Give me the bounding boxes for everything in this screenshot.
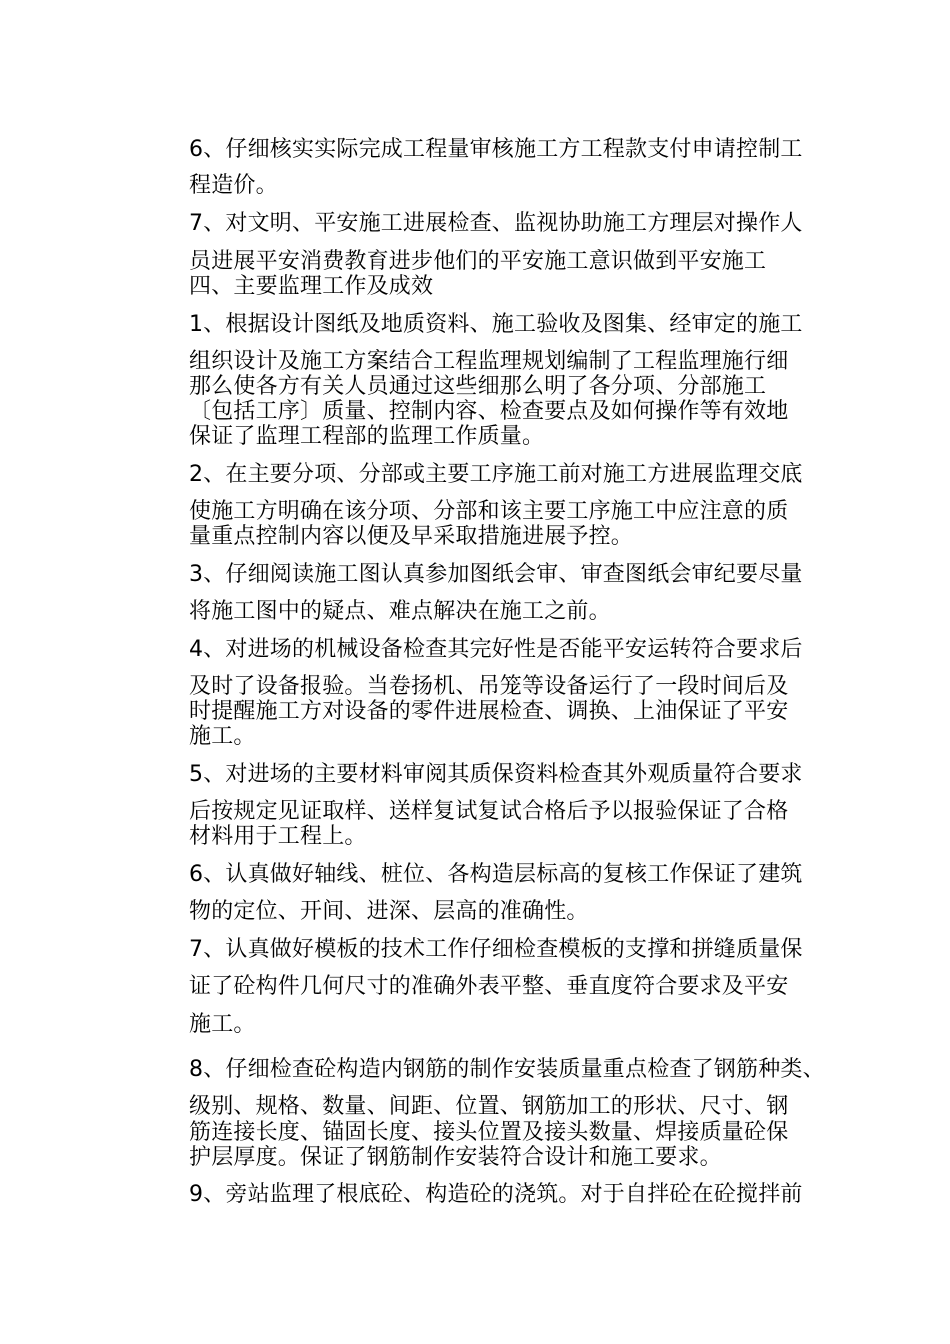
text-line: 程造价。 <box>189 173 278 198</box>
text-line: 7、认真做好模板的技术工作仔细检查模板的支撑和拼缝质量保 <box>189 937 803 962</box>
text-line: 1、根据设计图纸及地质资料、施工验收及图集、经审定的施工 <box>189 312 803 337</box>
text-line: 6、认真做好轴线、桩位、各构造层标高的复核工作保证了建筑 <box>189 862 803 887</box>
text-line: 护层厚度。保证了钢筋制作安装符合设计和施工要求。 <box>189 1145 722 1170</box>
text-line: 施工。 <box>189 724 256 749</box>
section-heading: 四、主要监理工作及成效 <box>189 274 434 299</box>
text-line: 物的定位、开间、进深、层高的准确性。 <box>189 899 589 924</box>
text-line: 8、仔细检查砼构造内钢筋的制作安装质量重点检查了钢筋种类、 <box>189 1057 825 1082</box>
text-line: 〔包括工序〕质量、控制内容、检查要点及如何操作等有效地 <box>189 399 789 424</box>
text-line: 使施工方明确在该分项、分部和该主要工序施工中应注意的质 <box>189 499 789 524</box>
text-line: 5、对进场的主要材料审阅其质保资料检查其外观质量符合要求 <box>189 762 803 787</box>
text-line: 将施工图中的疑点、难点解决在施工之前。 <box>189 599 611 624</box>
text-line: 7、对文明、平安施工进展检查、监视协助施工方理层对操作人 <box>189 211 803 236</box>
text-line: 级别、规格、数量、间距、位置、钢筋加工的形状、尺寸、钢 <box>189 1094 789 1119</box>
text-line: 保证了监理工程部的监理工作质量。 <box>189 424 545 449</box>
text-line: 6、仔细核实实际完成工程量审核施工方工程款支付申请控制工 <box>189 137 803 162</box>
text-line: 后按规定见证取样、送样复试复试合格后予以报验保证了合格 <box>189 799 789 824</box>
text-line: 及时了设备报验。当卷扬机、吊笼等设备运行了一段时间后及 <box>189 674 789 699</box>
text-line: 那么使各方有关人员通过这些细那么明了各分项、分部施工 <box>189 374 767 399</box>
text-line: 员进展平安消费教育进步他们的平安施工意识做到平安施工 <box>189 249 767 274</box>
text-line: 组织设计及施工方案结合工程监理规划编制了工程监理施行细 <box>189 349 789 374</box>
text-line: 施工。 <box>189 1012 256 1037</box>
text-line: 筋连接长度、锚固长度、接头位置及接头数量、焊接质量砼保 <box>189 1120 789 1145</box>
text-line: 4、对进场的机械设备检查其完好性是否能平安运转符合要求后 <box>189 637 803 662</box>
text-line: 证了砼构件几何尺寸的准确外表平整、垂直度符合要求及平安 <box>189 974 789 999</box>
text-line: 2、在主要分项、分部或主要工序施工前对施工方进展监理交底 <box>189 462 803 487</box>
text-line: 量重点控制内容以便及早采取措施进展予控。 <box>189 524 634 549</box>
text-line: 时提醒施工方对设备的零件进展检查、调换、上油保证了平安 <box>189 699 789 724</box>
text-line: 9、旁站监理了根底砼、构造砼的浇筑。对于自拌砼在砼搅拌前 <box>189 1182 803 1207</box>
text-line: 3、仔细阅读施工图认真参加图纸会审、审查图纸会审纪要尽量 <box>189 562 803 587</box>
text-line: 材料用于工程上。 <box>189 824 367 849</box>
